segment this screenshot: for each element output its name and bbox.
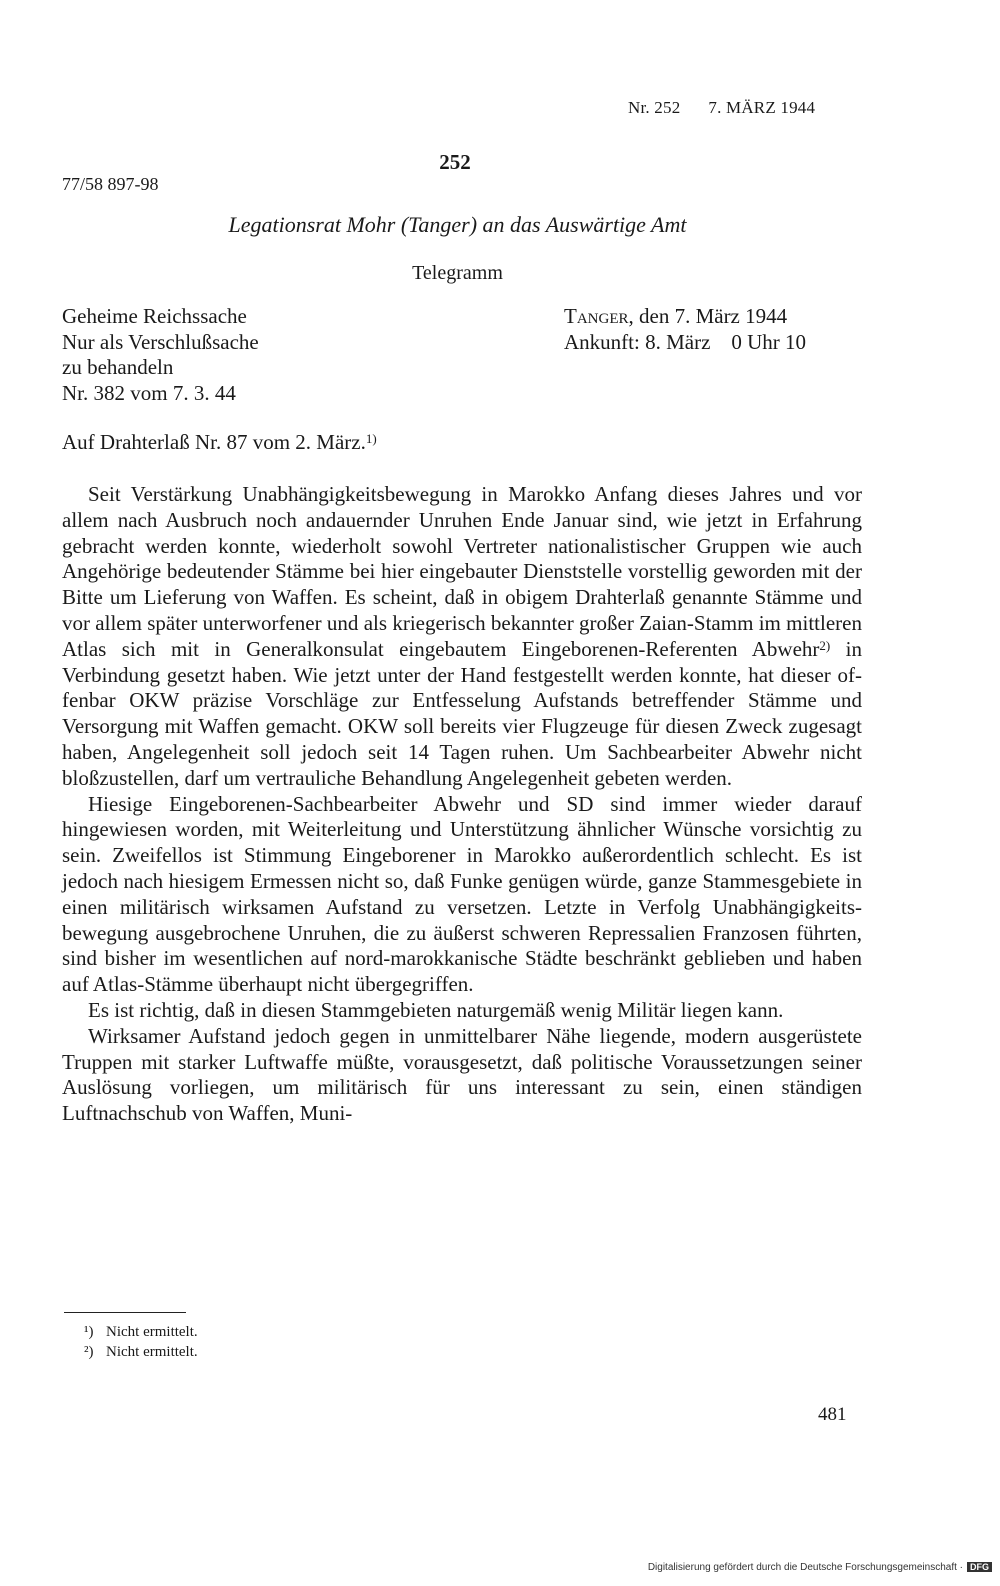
classification-line: zu behandeln — [62, 355, 174, 379]
dfg-logo: DFG — [967, 1562, 992, 1572]
footnote-marker: 1) — [365, 431, 377, 446]
reference-line — [62, 430, 377, 455]
reference-text: Auf Drahterlaß Nr. 87 vom 2. März. — [62, 430, 366, 454]
body-paragraph: Wirksamer Aufstand jedoch gegen in unmittelbarer Nähe liegende, modern ausgerüstete Truppen mit starker Luftwaffe müßte, vorausgesetzt, daß politische Voraussetzungen seiner Auslösung vorliegen, um militärisch für uns interessant zu sein, einen ständigen Luftnachschub von Waffen, Muni- — [62, 1023, 862, 1126]
footnote-text: Nicht ermittelt. — [106, 1324, 198, 1340]
footnote-mark: ²) — [84, 1344, 94, 1360]
classification-line: Geheime Reichssache — [62, 304, 247, 328]
dispatch-place-date — [564, 304, 806, 330]
document-number: 252 — [439, 150, 471, 174]
classification-line: Nur als Verschlußsache — [62, 329, 259, 354]
body-text: Seit Verstärkung Unabhängigkeitsbewegung in Marokko Anfang dieses Jahres und vor allem nach Ausbruch noch andauernder Unruhen Ende Januar sind, wie jetzt in Erfahrung gebracht werden konnte, wiederholt sowohl Vertreter nationalistischer Gruppen wie auch Angehörige bedeutender Stämme bei hier eingebauter Dienststelle vorstellig geworden mit der Bitte um Lieferung von Waffen. Es scheint, daß in obigem Drahterlaß genannte Stämme und vor allem später unterworfener und als kriegerisch bekannter großer Zaian-Stamm im mittleren Atlas sich mit in Generalkonsulat eingebautem Eingeborenen-Referenten Abwehr — [62, 482, 862, 661]
document-type: Telegramm — [412, 262, 503, 284]
telegram-number: Nr. 382 vom 7. 3. 44 — [62, 380, 236, 405]
running-head-date: 7. MÄRZ 1944 — [708, 98, 816, 117]
telegram-body — [62, 482, 862, 1127]
footnote — [84, 1342, 198, 1362]
footnote-divider — [64, 1312, 186, 1313]
body-paragraph — [62, 482, 862, 792]
footnote-mark: ¹) — [84, 1324, 94, 1340]
digitization-credit — [648, 1562, 992, 1573]
footnote-text: Nicht ermittelt. — [106, 1344, 198, 1360]
page-number: 481 — [818, 1404, 847, 1425]
credit-text: Digitalisierung gefördert durch die Deutsche Forschungsgemeinschaft · — [647, 1562, 963, 1573]
dispatch-block — [564, 304, 806, 355]
film-reference: 77/58 897-98 — [62, 174, 159, 194]
dispatch-place: Tanger — [564, 304, 629, 328]
footnote — [84, 1322, 198, 1342]
body-text: in Verbindung gesetzt haben. Wie jetzt unter der Hand festgestellt werden konnte, hat dieser offenbar OKW präzise Vorschläge zur Entfesselung Aufstands betreffender Stämme und Versorgung mit Waffen gemacht. OKW soll bereits vier Flugzeuge für diesen Zweck zugesagt haben, Angelegenheit soll jedoch seit 14 Tagen ruhen. Um Sachbearbeiter Abwehr nicht bloßzustellen, darf um vertrauliche Behandlung Angelegenheit gebeten werden. — [62, 636, 863, 790]
document-heading: Legationsrat Mohr (Tanger) an das Auswärtige Amt — [228, 212, 687, 237]
running-head-number: Nr. 252 — [628, 98, 681, 117]
arrival-line: Ankunft: 8. März 0 Uhr 10 — [564, 329, 807, 354]
body-paragraph: Hiesige Eingeborenen-Sachbearbeiter Abwehr und SD sind immer wieder darauf hingewiesen worden, mit Weiterleitung und Unterstützung ähnlicher Wünsche vorsichtig zu sein. Zweifellos ist Stimmung Eingeborener in Marokko außerordentlich schlecht. Es ist jedoch nach hiesigem Ermessen nicht so, daß Funke genügen würde, ganze Stammesgebiete in einen militärisch wirksamen Aufstand zu versetzen. Letzte in Verfolg Unabhängigkeitsbewegung ausgebrochene Unruhen, die zu äußerst schweren Repressalien Franzosen führten, sind bisher im wesentlichen auf nord-marokkanische Städte beschränkt geblieben und haben auf Atlas-Stämme überhaupt nicht übergegriffen. — [62, 791, 862, 997]
running-head — [628, 98, 815, 118]
classification-block — [62, 304, 259, 406]
footnotes — [84, 1322, 198, 1362]
footnote-marker: 2) — [819, 637, 831, 653]
dispatch-date: , den 7. März 1944 — [628, 304, 788, 328]
body-paragraph: Es ist richtig, daß in diesen Stammgebieten naturgemäß wenig Militär liegen kann. — [88, 997, 784, 1022]
